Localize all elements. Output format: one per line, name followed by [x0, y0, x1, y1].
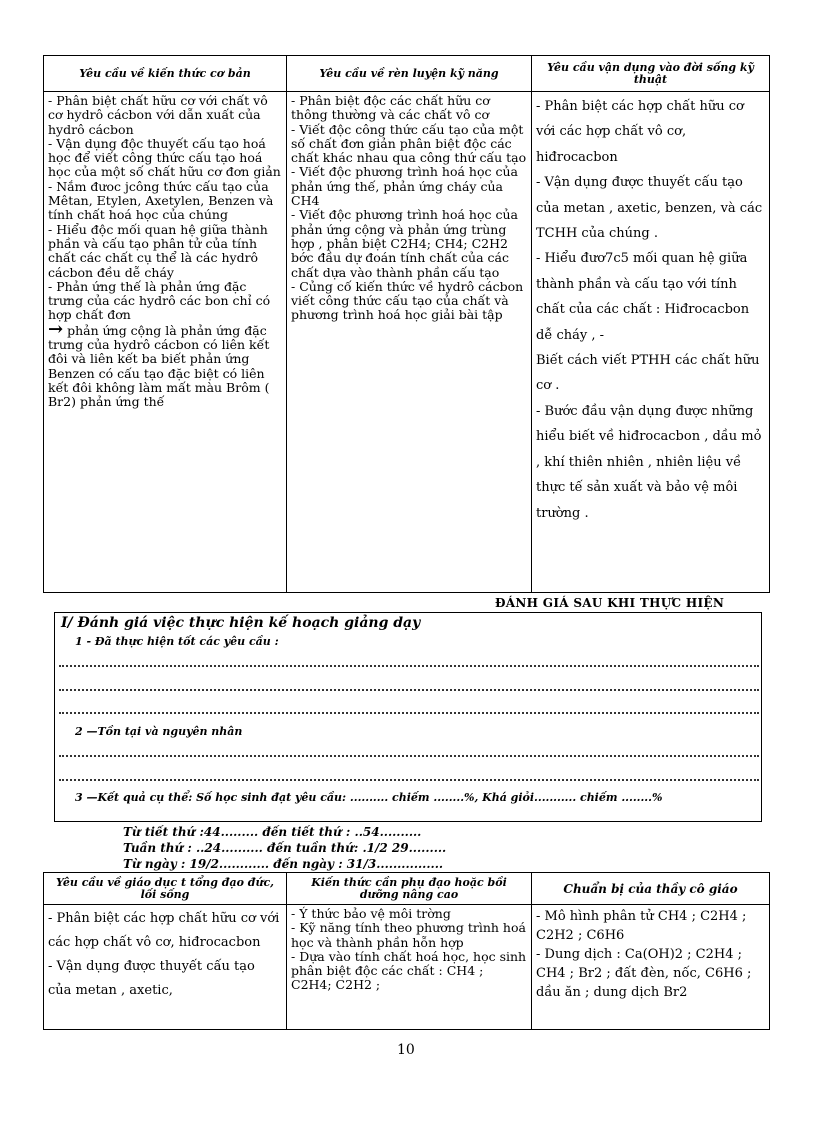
- evaluation-item-3: 3 —Kết quả cụ thể: Số học sinh đạt yêu cầu: .......... chiếm ........%, Khá giỏi........... chiếm ........%: [75, 791, 663, 804]
- list-item-text: phản ứng cộng là phản ứng đặc trưng của hydrô cácbon có liên kết đôi và liên kết ba biết phản ứng Benzen có cấu tạo đặc biệt có liên kết đôi không làm mất màu Brôm ( Br2) phản ứng thế: [48, 322, 270, 410]
- evaluation-title: I/ Đánh giá việc thực hiện kế hoạch giảng dạy: [61, 615, 421, 631]
- dotted-line: [59, 702, 759, 714]
- arrow-right-icon: →: [48, 318, 64, 340]
- list-item: [48, 318, 282, 410]
- header-basic-knowledge: Yêu cầu về kiến thức cơ bản: [44, 56, 287, 92]
- skill-training-cell: [287, 92, 532, 593]
- list-item: Biết cách viết PTHH các chất hữu cơ .: [536, 353, 760, 394]
- knowledge-requirements-table: [43, 55, 770, 593]
- education-requirements-table: [43, 872, 770, 1030]
- dotted-line: [59, 655, 759, 667]
- list-item: - Vận dụng được thuyết cấu tạo của metan , axetic,: [48, 959, 255, 998]
- practical-application-cell: [532, 92, 770, 593]
- list-item: - Bước đầu vận dụng được những hiểu biết về hiđrocacbon , dầu mỏ , khí thiên nhiên , nhiên liệu về thực tế sản xuất và bảo vệ môi trường .: [536, 403, 762, 521]
- header-skill-training: Yêu cầu về rèn luyện kỹ năng: [287, 56, 532, 92]
- moral-education-cell: [44, 905, 287, 1030]
- schedule-weeks: Tuần thứ : ..24.......... đến tuần thứ: .1/2 29.........: [123, 841, 447, 855]
- list-item: - Ý thức bảo vệ môi trờng: [291, 906, 451, 921]
- dotted-line: [59, 769, 759, 781]
- list-item: - Vận dụng được thuyết cấu tạo của metan , axetic, benzen, và các TCHH của chúng .: [536, 175, 763, 242]
- tutoring-knowledge-cell: [287, 905, 532, 1030]
- header-tutoring-knowledge: Kiến thức cần phụ đạo hoặc bồi dưỡng nâng cao: [287, 873, 532, 905]
- list-item: - Nắm đưoc jcông thức cấu tạo của Mêtan, Etylen, Axetylen, Benzen và tính chất hoá học của chúng: [48, 178, 274, 223]
- list-item: - Phân biệt chất hữu cơ với chất vô cơ hydrô cácbon với dẫn xuất của hydrô cácbon: [48, 93, 268, 137]
- list-item: - Dựa vào tính chất hoá học, học sinh phân biệt độc các chất : CH4 ; C2H4; C2H2 ;: [291, 948, 527, 993]
- basic-knowledge-cell: [44, 92, 287, 593]
- list-item: - Viết độc phương trình hoá học của phản ứng cộng và phản ứng trùng hợp , phân biệt C2H4; CH4; C2H2 bớc đầu dự đoán tính chất của các chất dựa vào thành phần cấu tạo: [291, 207, 518, 280]
- list-item: - Kỹ năng tính theo phương trình hoá học và thành phần hỗn hợp: [291, 920, 526, 950]
- dotted-line: [59, 745, 759, 757]
- schedule-lessons: Từ tiết thứ :44......... đến tiết thứ : ..54..........: [123, 825, 422, 839]
- evaluation-after-label: ĐÁNH GIÁ SAU KHI THỰC HIỆN: [495, 596, 725, 610]
- evaluation-item-1: 1 - Đã thực hiện tốt các yêu cầu :: [75, 635, 279, 648]
- list-item: - Vận dụng độc thuyết cấu tạo hoá học để viết công thức cấu tạo hoá học của một số chất hữu cơ đơn giản: [48, 135, 281, 180]
- header-teacher-preparation: Chuẩn bị của thầy cô giáo: [532, 873, 770, 905]
- list-item: - Viết độc phương trình hoá học của phản ứng thế, phản ứng cháy của CH4: [291, 164, 518, 209]
- header-practical-application: Yêu cầu vận dụng vào đời sống kỹ thuật: [532, 56, 770, 92]
- evaluation-box: [54, 612, 762, 822]
- schedule-dates: Từ ngày : 19/2............ đến ngày : 31/3................: [123, 857, 444, 871]
- header-moral-education: Yêu cầu về giáo dục t tổng đạo đức, lối sống: [44, 873, 287, 905]
- list-item: - Hiểu đươ7c5 mối quan hệ giữa thành phần và cấu tạo với tính chất của các chất : Hiđrocacbon dễ cháy , -: [536, 251, 750, 343]
- teacher-preparation-cell: [532, 905, 770, 1030]
- list-item: - Phản ứng thế là phản ứng đặc trưng của các hydrô các bon chỉ có hợp chất đơn: [48, 278, 271, 323]
- list-item: - Phân biệt độc các chất hữu cơ thông thường và các chất vô cơ: [291, 93, 490, 123]
- list-item: - Phân biệt các hợp chất hữu cơ với các hợp chất vô cơ, hiđrocacbon: [48, 911, 280, 950]
- list-item: - Mô hình phân tử CH4 ; C2H4 ; C2H2 ; C6H6: [536, 909, 747, 943]
- page-number: 10: [397, 1042, 415, 1058]
- list-item: - Dung dịch : Ca(OH)2 ; C2H4 ; CH4 ; Br2 ; đất đèn, nốc, C6H6 ; dầu ăn ; dung dịch Br2: [536, 947, 752, 1000]
- dotted-line: [59, 679, 759, 691]
- list-item: - Viết độc công thức cấu tạo của một số chất đơn giản phân biệt độc các chất khác nhau qua công thứ cấu tạo: [291, 121, 527, 166]
- list-item: - Phân biệt các hợp chất hữu cơ với các hợp chất vô cơ, hiđrocacbon: [536, 99, 744, 165]
- list-item: - Hiểu độc mối quan hệ giữa thành phần và cấu tạo phân tử của tính chất các chất cụ thể là các hydrô cácbon đều dễ cháy: [48, 221, 268, 280]
- list-item: - Củng cố kiến thức về hydrô cácbon viết công thức cấu tạo của chất và phương trình hoá học giải bài tập: [291, 278, 524, 323]
- evaluation-item-2: 2 —Tồn tại và nguyên nhân: [75, 725, 243, 738]
